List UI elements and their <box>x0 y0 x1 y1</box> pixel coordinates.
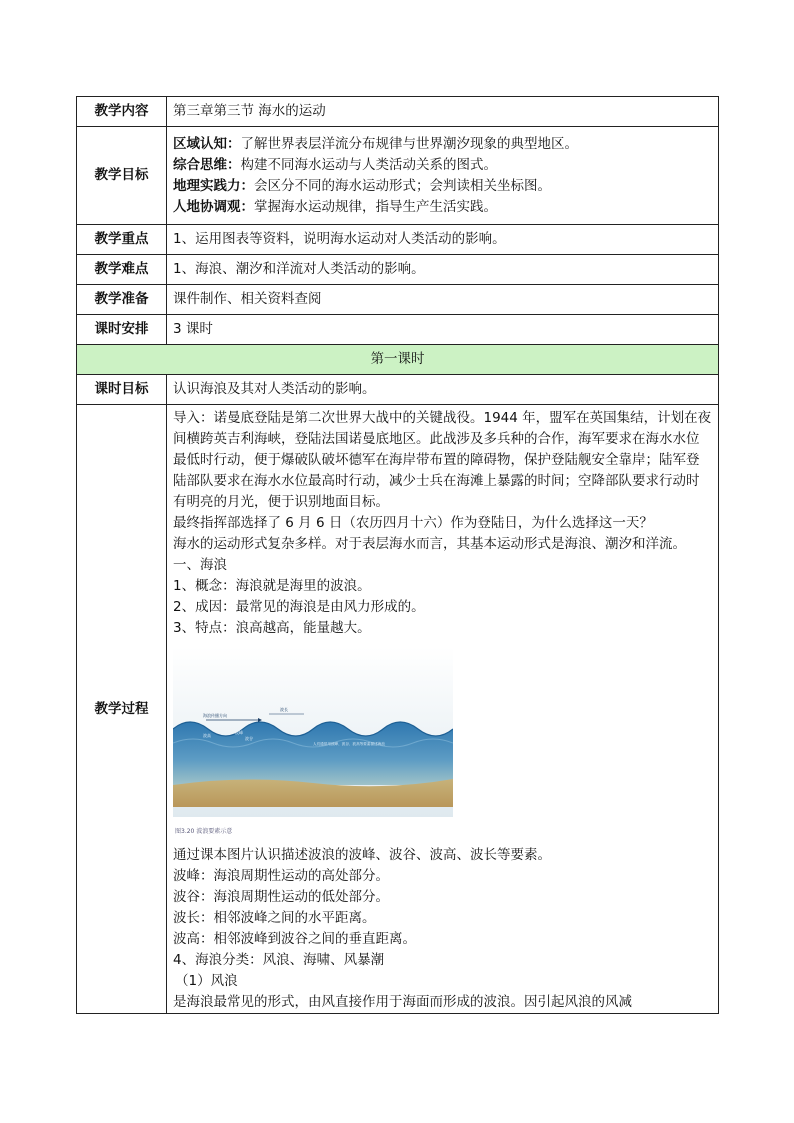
row-content <box>77 97 719 127</box>
list-item: 2、成因：最常见的海浪是由风力形成的。 <box>173 599 425 615</box>
figure-label-direction: 海浪传播方向 <box>203 713 227 718</box>
goal-text: 构建不同海水运动与人类活动关系的图式。 <box>240 156 497 173</box>
goal-item <box>173 134 712 155</box>
row-section <box>77 345 719 375</box>
after-figure-paragraph: 通过课本图片认识描述波浪的波峰、波谷、波高、波长等要素。 <box>173 847 551 863</box>
row-label: 教学内容 <box>77 97 167 127</box>
definition-item: 波长：相邻波峰之间的水平距离。 <box>173 910 376 926</box>
goal-item <box>173 155 712 176</box>
goal-item <box>173 176 712 197</box>
goal-key: 区域认知： <box>173 135 241 152</box>
row-schedule <box>77 315 719 345</box>
wave-figure <box>173 647 453 817</box>
figure-label-trough: 波谷 <box>245 736 253 741</box>
row-value: 认识海浪及其对人类活动的影响。 <box>167 375 719 405</box>
classification-item: 4、海浪分类：风浪、海啸、风暴潮 <box>173 952 385 968</box>
row-label: 课时安排 <box>77 315 167 345</box>
figure-label-wavelength: 波长 <box>280 707 288 712</box>
row-label: 教学难点 <box>77 255 167 285</box>
row-preparation <box>77 285 719 315</box>
definition-item: 波谷：海浪周期性运动的低处部分。 <box>173 889 389 905</box>
process-cell <box>167 405 719 1014</box>
row-key-points <box>77 225 719 255</box>
definition-item: 波高：相邻波峰到波谷之间的垂直距离。 <box>173 931 416 947</box>
forms-paragraph: 海水的运动形式复杂多样。对于表层海水而言，其基本运动形式是海浪、潮汐和洋流。 <box>173 536 686 552</box>
goal-key: 人地协调观： <box>173 198 254 215</box>
section-title: 第一课时 <box>77 345 719 375</box>
figure-caption: 图3.20 波浪要素示意 <box>175 828 233 835</box>
row-lesson-goal <box>77 375 719 405</box>
row-label: 教学重点 <box>77 225 167 255</box>
row-value: 3 课时 <box>167 315 719 345</box>
goal-key: 地理实践力： <box>173 177 254 194</box>
row-value: 课件制作、相关资料查阅 <box>167 285 719 315</box>
list-item: 3、特点：浪高越高，能量越大。 <box>173 620 371 636</box>
row-value: 第三章第三节 海水的运动 <box>167 97 719 127</box>
row-value: 1、运用图表等资料，说明海水运动对人类活动的影响。 <box>167 225 719 255</box>
row-label: 教学过程 <box>77 405 167 1014</box>
figure-label-crest: 波峰 <box>235 730 243 735</box>
wave-diagram <box>173 647 453 817</box>
row-value: 1、海浪、潮汐和洋流对人类活动的影响。 <box>167 255 719 285</box>
row-goals <box>77 127 719 225</box>
tail-paragraph: 是海浪最常见的形式，由风直接作用于海面而形成的波浪。因引起风浪的风减 <box>173 994 632 1010</box>
row-process <box>77 405 719 1014</box>
goal-text: 了解世界表层洋流分布规律与世界潮汐现象的典型地区。 <box>240 135 578 152</box>
lesson-plan-table <box>76 96 719 1014</box>
goals-cell <box>167 127 719 225</box>
goal-text: 掌握海水运动规律，指导生产生活实践。 <box>254 198 497 215</box>
definition-item: 波峰：海浪周期性运动的高处部分。 <box>173 868 389 884</box>
row-label: 课时目标 <box>77 375 167 405</box>
question-paragraph: 最终指挥部选择了 6 月 6 日（农历四月十六）作为登陆日，为什么选择这一天？ <box>173 515 653 531</box>
row-label: 教学目标 <box>77 127 167 225</box>
section-heading: 一、海浪 <box>173 557 227 573</box>
row-label: 教学准备 <box>77 285 167 315</box>
list-item: 1、概念：海浪就是海里的波浪。 <box>173 578 371 594</box>
row-difficulties <box>77 255 719 285</box>
goal-item <box>173 197 712 218</box>
sub-heading: （1）风浪 <box>175 973 238 989</box>
goal-key: 综合思维： <box>173 156 241 173</box>
figure-label-height: 波高 <box>203 733 211 738</box>
goal-text: 会区分不同的海水运动形式；会判读相关坐标图。 <box>254 177 551 194</box>
intro-paragraph: 导入：诺曼底登陆是第二次世界大战中的关键战役。1944 年，盟军在英国集结，计划在夜间横跨英吉利海峡，登陆法国诺曼底地区。此战涉及多兵种的合作，海军要求在海水水位最低时行动，便于爆破队破坏德军在海岸带布置的障碍物，保护登陆舰安全靠岸；陆军登陆部队要求在海水水位最高时行动，减少士兵在海滩上暴露的时间；空降部队要求行动时有明亮的月光，便于识别地面目标。 <box>173 410 712 510</box>
figure-note: 人们通常用波峰、波谷、波高等要素描述海浪 <box>313 742 385 746</box>
